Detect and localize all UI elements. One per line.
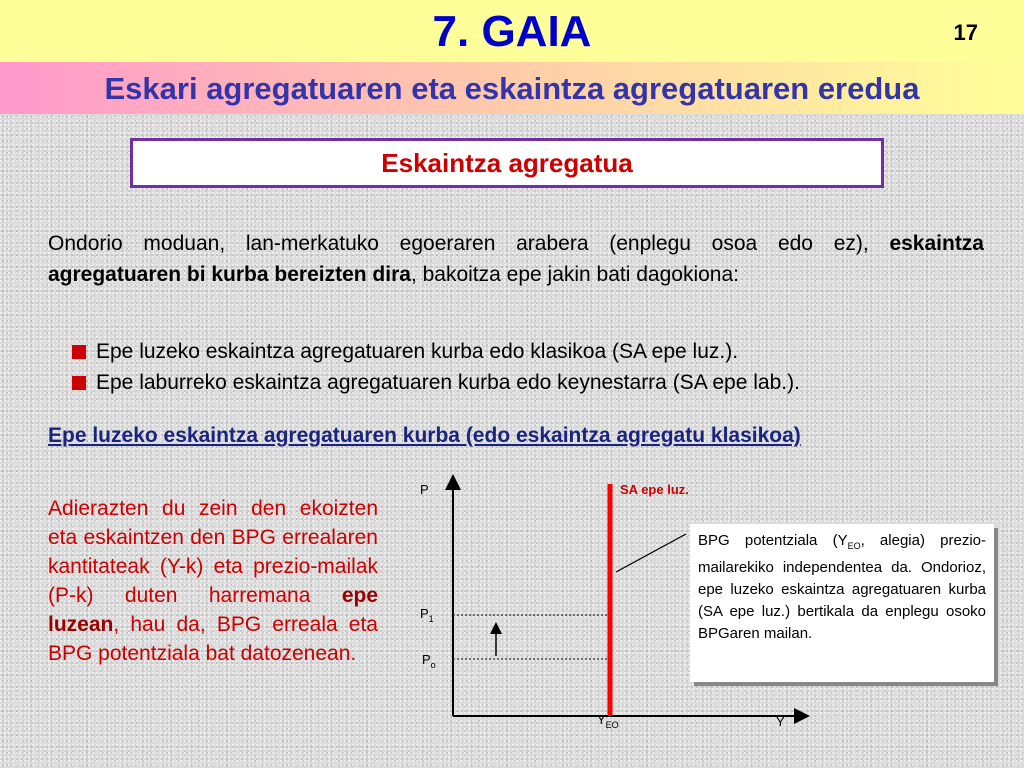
desc-text-2: , hau da, BPG erreala eta BPG potentziala bat datozenean. <box>48 613 378 665</box>
bullet-text: Epe luzeko eskaintza agregatuaren kurba edo klasikoa (SA epe luz.). <box>96 340 739 363</box>
callout-text-2: , alegia) prezio-mailarekiko independentea da. Ondorioz, epe luzeko eskaintza agregatuaren kurba (SA epe luz.) bertikala da enplegu osoko BPGaren mailan. <box>698 532 986 642</box>
page-number: 17 <box>953 20 978 45</box>
x-tick-yeo: $Y_{EO}$ <box>597 712 619 730</box>
callout-subscript: EO <box>847 541 861 551</box>
sa-curve-label: SA epe luz. <box>620 482 689 497</box>
x-axis-label: Y <box>776 714 785 729</box>
long-run-heading: Epe luzeko eskaintza agregatuaren kurba (edo eskaintza agregatu klasikoa) <box>48 424 801 447</box>
y-axis-label: P <box>420 482 429 497</box>
callout-box <box>690 524 994 682</box>
callout-pointer <box>616 534 686 572</box>
long-run-description <box>48 494 378 668</box>
slide-title: 7. GAIA <box>432 7 592 56</box>
callout-text-1: BPG potentziala (Y <box>698 532 848 549</box>
section-title: Eskaintza agregatua <box>130 138 884 188</box>
bullet-list <box>72 336 992 398</box>
square-bullet-icon <box>72 345 86 359</box>
y-tick-po: $P_o$ <box>422 652 436 670</box>
desc-text-1: Adierazten du zein den ekoizten eta eskaintzen den BPG errealaren kantitateak (Y-k) eta prezio-mailak (P-k) duten harremana <box>48 497 378 607</box>
y-tick-p1: $P_1$ <box>420 606 434 624</box>
bullet-text: Epe laburreko eskaintza agregatuaren kurba edo keynestarra (SA epe lab.). <box>96 371 800 394</box>
slide-subtitle: Eskari agregatuaren eta eskaintza agregatuaren eredua <box>104 71 920 106</box>
intro-text-1: Ondorio moduan, lan-merkatuko egoeraren arabera (enplegu osoa edo ez), <box>48 232 890 255</box>
bullet-item <box>72 336 992 367</box>
bullet-item <box>72 367 992 398</box>
desc-text-bold: epe luzean <box>48 584 378 636</box>
intro-text-bold: eskaintza agregatuaren bi kurba bereizten dira <box>48 232 984 286</box>
square-bullet-icon <box>72 376 86 390</box>
intro-paragraph <box>48 228 984 290</box>
intro-text-2: , bakoitza epe jakin bati dagokiona: <box>410 263 740 286</box>
